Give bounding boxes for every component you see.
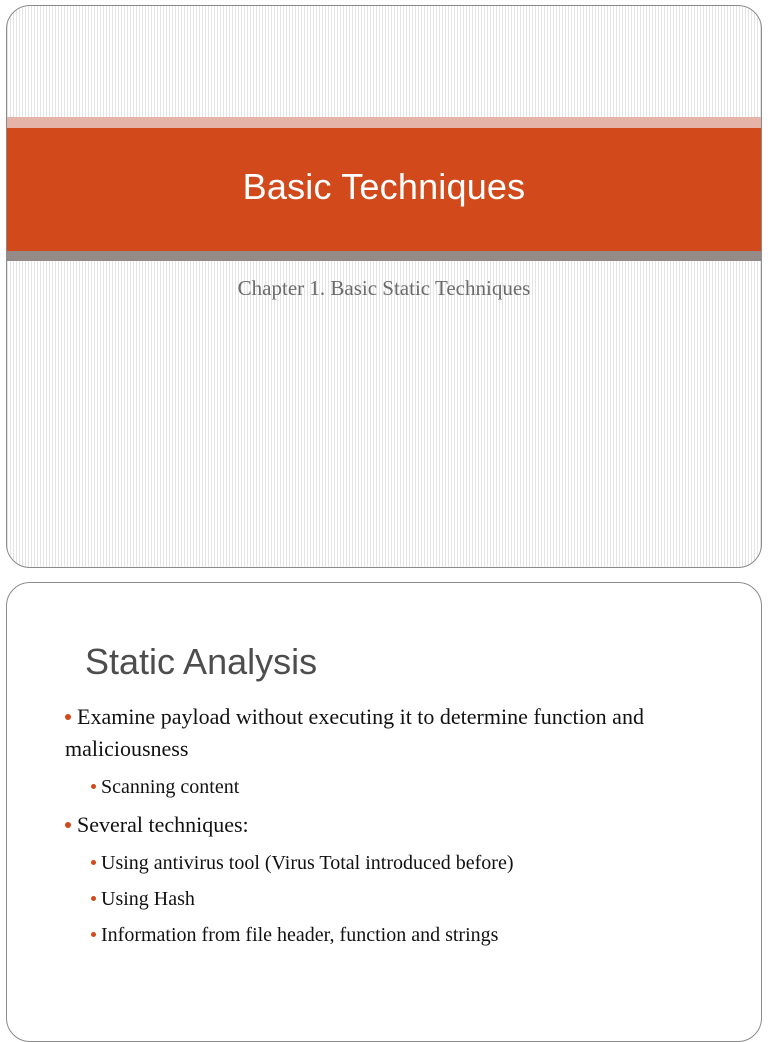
title-accent-stripe (7, 117, 761, 128)
list-item (65, 849, 725, 877)
bullet-dot-icon (91, 860, 96, 865)
bullet-list (65, 701, 725, 957)
slide-title: Basic Techniques (242, 165, 526, 207)
slide-subtitle: Chapter 1. Basic Static Techniques (237, 276, 531, 300)
bullet-text: Using antivirus tool (Virus Total introduced before) (101, 852, 514, 874)
bullet-text: Several techniques: (77, 812, 249, 837)
bullet-text: Scanning content (101, 776, 240, 798)
bullet-dot-icon (91, 784, 96, 789)
title-slide (6, 5, 762, 568)
bullet-text: Using Hash (101, 888, 195, 910)
bullet-dot-icon (91, 896, 96, 901)
list-item (65, 885, 725, 913)
bullet-dot-icon (65, 714, 71, 720)
bullet-dot-icon (91, 932, 96, 937)
list-item (65, 809, 725, 841)
title-gray-stripe (7, 251, 761, 261)
bullet-dot-icon (65, 822, 71, 828)
title-band (7, 128, 761, 251)
content-slide-title: Static Analysis (85, 641, 318, 682)
list-item (65, 921, 725, 949)
list-item (65, 701, 725, 765)
bullet-text: Information from file header, function and strings (101, 924, 499, 946)
list-item (65, 773, 725, 801)
content-slide (6, 582, 762, 1042)
bullet-text: Examine payload without executing it to determine function and maliciousness (65, 704, 644, 761)
